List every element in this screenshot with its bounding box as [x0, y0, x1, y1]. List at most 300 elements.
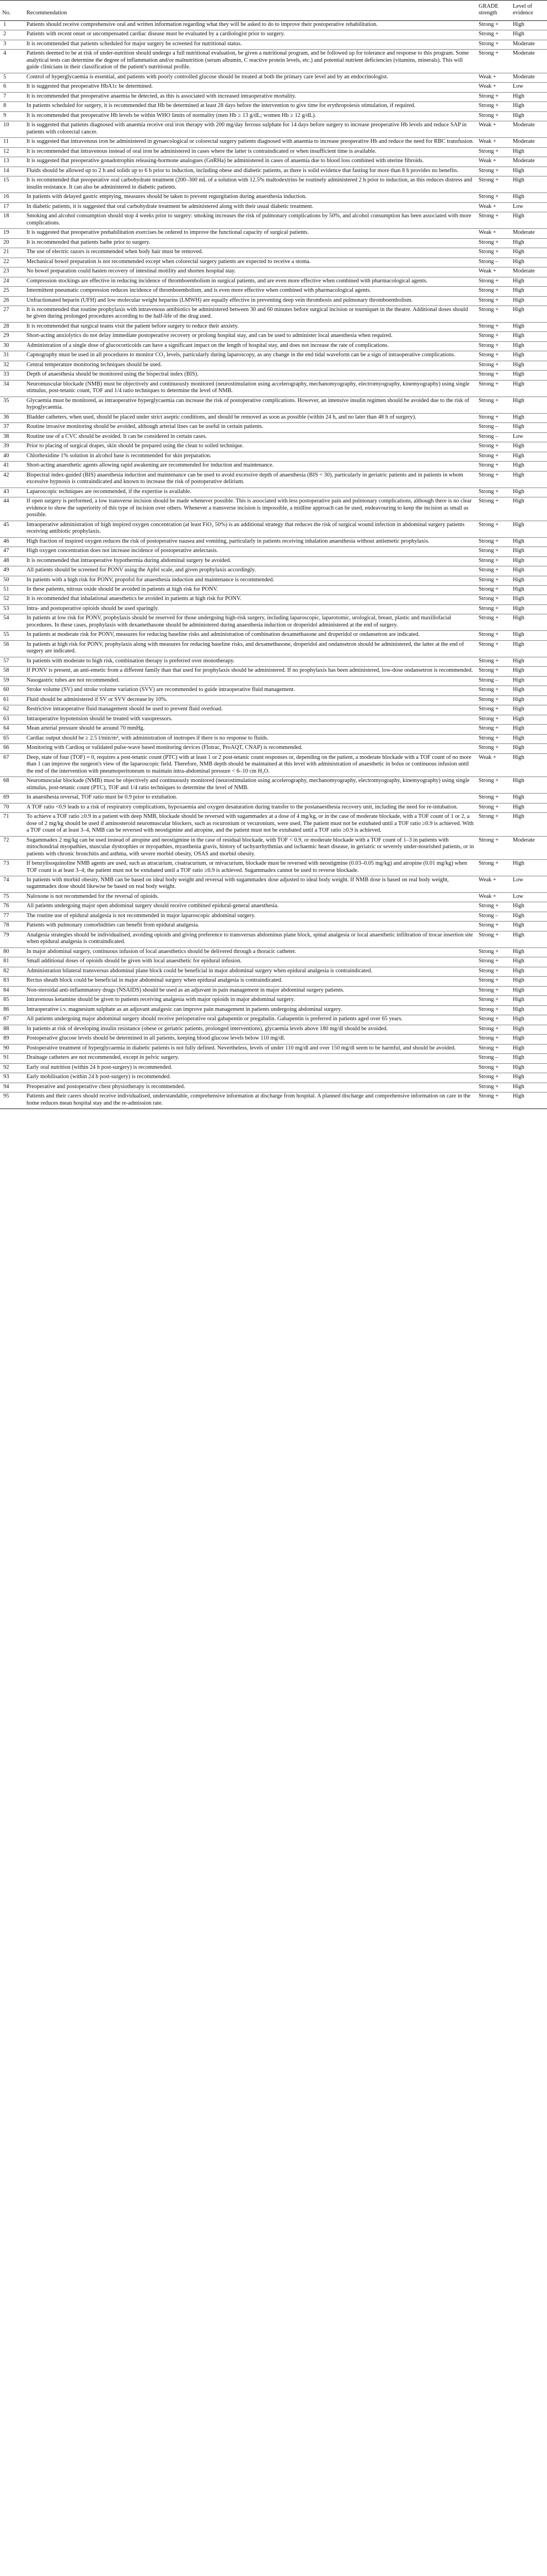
row-number: 17 — [0, 202, 24, 212]
recommendation-text: In major abdominal surgery, continuous infusion of local anaesthetics should be delivered through a thoracic catheter. — [24, 947, 476, 957]
level-of-evidence: High — [511, 1092, 547, 1109]
recommendation-text: Routine invasive monitoring should be avoided, although arterial lines can be useful in certain patients. — [24, 423, 476, 432]
recommendation-text: Restrictive intraoperative fluid management should be used to prevent fluid overload. — [24, 705, 476, 715]
table-row — [0, 267, 547, 277]
grade-strength: Strong + — [476, 40, 511, 49]
recommendation-text: Intraoperative hypotension should be treated with vasopressors. — [24, 715, 476, 724]
table-row — [0, 1054, 547, 1063]
header-recommendation: Recommendation — [24, 1, 476, 21]
level-of-evidence: High — [511, 556, 547, 566]
level-of-evidence: High — [511, 30, 547, 40]
grade-strength: Strong + — [476, 586, 511, 595]
grade-strength: Strong + — [476, 1063, 511, 1073]
level-of-evidence: High — [511, 957, 547, 967]
row-number: 87 — [0, 1015, 24, 1025]
row-number: 64 — [0, 725, 24, 734]
grade-strength: Strong + — [476, 277, 511, 286]
grade-strength: Weak + — [476, 83, 511, 92]
row-number: 5 — [0, 73, 24, 82]
table-row — [0, 537, 547, 547]
recommendation-text: Fluid should be administered if SV or SVV decrease by 10%. — [24, 695, 476, 705]
row-number: 93 — [0, 1073, 24, 1083]
level-of-evidence: High — [511, 442, 547, 452]
grade-strength: Strong + — [476, 1044, 511, 1053]
table-row — [0, 986, 547, 995]
level-of-evidence: Moderate — [511, 836, 547, 859]
recommendation-text: Smoking and alcohol consumption should stop 4 weeks prior to surgery: smoking increases the risk of pulmonary complications by 50%, and alcohol consumption has been associated with more complications. — [24, 212, 476, 229]
level-of-evidence: High — [511, 676, 547, 685]
grade-strength: Strong + — [476, 631, 511, 640]
row-number: 29 — [0, 332, 24, 341]
level-of-evidence: High — [511, 667, 547, 676]
row-number: 9 — [0, 111, 24, 121]
table-row — [0, 902, 547, 912]
table-row — [0, 1035, 547, 1044]
recommendation-text: It is recommended that patients bathe prior to surgery. — [24, 238, 476, 248]
recommendation-text: Mean arterial pressure should be around 70 mmHg. — [24, 725, 476, 734]
table-row — [0, 686, 547, 695]
row-number: 77 — [0, 912, 24, 921]
table-row — [0, 147, 547, 157]
recommendation-text: All patients undergoing major abdominal surgery should receive perioperative oral gabapentin or pregabalin. Gabapentin is preferred in patients aged over 65 years. — [24, 1015, 476, 1025]
level-of-evidence: High — [511, 986, 547, 995]
row-number: 32 — [0, 361, 24, 370]
grade-strength: Strong + — [476, 537, 511, 547]
table-row — [0, 631, 547, 640]
header-no: No. — [0, 1, 24, 21]
recommendation-text: A TOF ratio <0.9 leads to a risk of respiratory complications, hypoxaemia and oxygen desaturation during transfer to the postanaesthesia recovery unit, including the need for re-intubation. — [24, 803, 476, 812]
grade-strength: Strong + — [476, 452, 511, 461]
grade-strength: Strong + — [476, 413, 511, 422]
row-number: 36 — [0, 413, 24, 422]
row-number: 89 — [0, 1035, 24, 1044]
recommendation-text: In patients with a high risk for PONV, propofol for anaesthesia induction and maintenance is recommended. — [24, 576, 476, 585]
grade-strength: Strong + — [476, 111, 511, 121]
level-of-evidence: High — [511, 614, 547, 631]
recommendation-text: Drainage catheters are not recommended, except in pelvic surgery. — [24, 1054, 476, 1063]
recommendation-text: Administration bilateral transversus abdominal plane block could be beneficial in major abdominal surgery when epidural analgesia is contraindicated. — [24, 967, 476, 976]
row-number: 52 — [0, 595, 24, 604]
recommendation-text: Neuromuscular blockade (NMB) must be objectively and continuously monitored (neurostimulation using accelerography, mechanomyography, electromyography, kinemyography) using single stimulus, post-tetanic count, TOF and 1/4 ratio techniques to determine the level of NMB. — [24, 380, 476, 397]
row-number: 57 — [0, 657, 24, 666]
recommendation-text: It is recommended that intraoperative hypothermia during abdominal surgery be avoided. — [24, 556, 476, 566]
recommendation-text: Laparoscopic techniques are recommended, if the expertise is available. — [24, 488, 476, 497]
row-number: 1 — [0, 20, 24, 30]
level-of-evidence: High — [511, 238, 547, 248]
recommendations-table — [0, 0, 547, 1109]
row-number: 53 — [0, 604, 24, 614]
row-number: 86 — [0, 1005, 24, 1015]
grade-strength: Strong + — [476, 488, 511, 497]
grade-strength: Strong + — [476, 296, 511, 306]
grade-strength: Strong + — [476, 20, 511, 30]
row-number: 80 — [0, 947, 24, 957]
table-row — [0, 176, 547, 193]
table-row — [0, 657, 547, 666]
table-row — [0, 566, 547, 576]
grade-strength: Weak + — [476, 138, 511, 147]
recommendation-text: It is recommended that intravenous instead of oral iron be administered in cases where the latter is contraindicated or when insufficient time is available. — [24, 147, 476, 157]
row-number: 16 — [0, 193, 24, 202]
level-of-evidence: High — [511, 1054, 547, 1063]
level-of-evidence: Low — [511, 83, 547, 92]
recommendation-text: Early oral nutrition (within 24 h post-surgery) is recommended. — [24, 1063, 476, 1073]
table-row — [0, 595, 547, 604]
row-number: 26 — [0, 296, 24, 306]
table-row — [0, 258, 547, 267]
level-of-evidence: High — [511, 586, 547, 595]
grade-strength: Strong + — [476, 397, 511, 413]
level-of-evidence: High — [511, 705, 547, 715]
row-number: 67 — [0, 753, 24, 776]
level-of-evidence: High — [511, 1025, 547, 1034]
grade-strength: Strong + — [476, 836, 511, 859]
grade-strength: Strong + — [476, 744, 511, 753]
row-number: 66 — [0, 744, 24, 753]
row-number: 83 — [0, 977, 24, 986]
level-of-evidence: High — [511, 147, 547, 157]
table-row — [0, 803, 547, 812]
row-number: 7 — [0, 92, 24, 101]
grade-strength: Strong – — [476, 432, 511, 442]
grade-strength: Strong + — [476, 521, 511, 537]
row-number: 60 — [0, 686, 24, 695]
recommendation-text: Control of hyperglycaemia is essential, and patients with poorly controlled glucose should be treated at both the primary care level and by an endocrinologist. — [24, 73, 476, 82]
recommendation-text: If benzylisoquinoline NMB agents are used, such as atracurium, cisatracurium, or mivacurium, blockade must be reversed with neostigmine (0.03–0.05 mg/kg) and atropine (0.01 mg/kg) when TOF count is at least 3–4; the patient must not be extubated until a TOF ratio ≥0.9 is achieved. Sugammadex cannot be used to reverse blockade. — [24, 860, 476, 876]
grade-strength: Weak + — [476, 892, 511, 902]
table-row — [0, 836, 547, 859]
grade-strength: Strong + — [476, 686, 511, 695]
recommendation-text: Fluids should be allowed up to 2 h and solids up to 6 h prior to induction, including obese and diabetic patients, as there is solid evidence that fasting for more than 8 h provides no benefits. — [24, 167, 476, 176]
recommendation-text: Patients with pulmonary comorbidities can benefit from epidural analgesia. — [24, 922, 476, 931]
header-grade-strength: GRADE strength — [476, 1, 511, 21]
grade-strength: Strong + — [476, 967, 511, 976]
table-row — [0, 521, 547, 537]
row-number: 88 — [0, 1025, 24, 1034]
grade-strength: Strong + — [476, 147, 511, 157]
table-row — [0, 1015, 547, 1025]
level-of-evidence: High — [511, 176, 547, 193]
level-of-evidence: High — [511, 547, 547, 556]
level-of-evidence: High — [511, 686, 547, 695]
table-row — [0, 1044, 547, 1053]
row-number: 31 — [0, 351, 24, 361]
table-row — [0, 488, 547, 497]
row-number: 22 — [0, 258, 24, 267]
row-number: 95 — [0, 1092, 24, 1109]
recommendation-text: High oxygen concentration does not increase incidence of postoperative atelectasis. — [24, 547, 476, 556]
recommendation-text: In anaesthesia reversal, TOF ratio must be 0.9 prior to extubation. — [24, 794, 476, 803]
table-row — [0, 556, 547, 566]
level-of-evidence: High — [511, 860, 547, 876]
grade-strength: Strong + — [476, 193, 511, 202]
level-of-evidence: High — [511, 977, 547, 986]
table-row — [0, 341, 547, 351]
table-row — [0, 957, 547, 967]
level-of-evidence: High — [511, 1063, 547, 1073]
grade-strength: Strong + — [476, 566, 511, 576]
table-row — [0, 121, 547, 138]
recommendation-text: In patients with moderate to high risk, combination therapy is preferred over monotherapy. — [24, 657, 476, 666]
level-of-evidence: High — [511, 497, 547, 521]
level-of-evidence: High — [511, 753, 547, 776]
grade-strength: Strong + — [476, 50, 511, 73]
recommendation-text: It is recommended that preoperative anaemia be detected, as this is associated with increased intraoperative mortality. — [24, 92, 476, 101]
recommendation-text: Preoperative and postoperative chest physiotherapy is recommended. — [24, 1083, 476, 1092]
row-number: 82 — [0, 967, 24, 976]
table-row — [0, 753, 547, 776]
recommendation-text: Intra- and postoperative opioids should be used sparingly. — [24, 604, 476, 614]
row-number: 42 — [0, 471, 24, 488]
recommendation-text: It is recommended that routine prophylaxis with intravenous antibiotics be administered between 30 and 60 minutes before surgical incision or tourniquet in the theatre. Additional doses should be given during prolonged procedures according to the half-life of the drug used. — [24, 306, 476, 322]
recommendation-text: Capnography must be used in all procedures to monitor CO₂ levels, particularly during laparoscopy, as any change in the end tidal waveform can be a sign of intraoperative complications. — [24, 351, 476, 361]
recommendation-text: It is recommended that preoperative oral carbohydrate treatment (200–300 mL of a solution with 12.5% maltodextrins be routinely administered 2 h prior to induction, as this reduces distress and insulin resistance. It can also be administered in diabetic patients. — [24, 176, 476, 193]
table-row — [0, 287, 547, 296]
table-row — [0, 238, 547, 248]
table-row — [0, 322, 547, 331]
recommendation-text: Postoperative glucose levels should be determined in all patients, keeping blood glucose levels below 110 mg/dl. — [24, 1035, 476, 1044]
level-of-evidence: High — [511, 1083, 547, 1092]
table-row — [0, 423, 547, 432]
level-of-evidence: High — [511, 397, 547, 413]
level-of-evidence: High — [511, 803, 547, 812]
row-number: 61 — [0, 695, 24, 705]
grade-strength: Strong + — [476, 287, 511, 296]
table-row — [0, 248, 547, 258]
grade-strength: Strong + — [476, 667, 511, 676]
table-row — [0, 83, 547, 92]
recommendation-text: It is recommended that patients scheduled for major surgery be screened for nutritional status. — [24, 40, 476, 49]
grade-strength: Strong + — [476, 212, 511, 229]
level-of-evidence: High — [511, 322, 547, 331]
row-number: 71 — [0, 813, 24, 836]
table-row — [0, 212, 547, 229]
row-number: 62 — [0, 705, 24, 715]
grade-strength: Strong + — [476, 497, 511, 521]
row-number: 18 — [0, 212, 24, 229]
table-row — [0, 912, 547, 921]
recommendation-text: Rectus sheath block could be beneficial in major abdominal surgery when epidural analgesia is contraindicated. — [24, 977, 476, 986]
recommendation-text: It is suggested that preoperative HbA1c be determined. — [24, 83, 476, 92]
recommendation-text: Chlorhexidine 1% solution in alcohol base is recommended for skin preparation. — [24, 452, 476, 461]
level-of-evidence: High — [511, 413, 547, 422]
recommendation-text: All patients undergoing major open abdominal surgery should receive combined epidural-general anaesthesia. — [24, 902, 476, 912]
row-number: 13 — [0, 157, 24, 167]
table-row — [0, 777, 547, 794]
table-row — [0, 614, 547, 631]
table-row — [0, 876, 547, 892]
row-number: 8 — [0, 102, 24, 111]
grade-strength: Weak + — [476, 229, 511, 238]
table-row — [0, 111, 547, 121]
level-of-evidence: High — [511, 277, 547, 286]
level-of-evidence: Moderate — [511, 121, 547, 138]
grade-strength: Strong + — [476, 1025, 511, 1034]
row-number: 35 — [0, 397, 24, 413]
grade-strength: Weak + — [476, 121, 511, 138]
table-row — [0, 497, 547, 521]
grade-strength: Strong + — [476, 725, 511, 734]
grade-strength: Weak + — [476, 202, 511, 212]
table-row — [0, 1092, 547, 1109]
row-number: 58 — [0, 667, 24, 676]
row-number: 25 — [0, 287, 24, 296]
recommendation-text: Short-acting anaesthetic agents allowing rapid awakening are recommended for induction and maintenance. — [24, 462, 476, 471]
recommendation-text: It is suggested that patients diagnosed with anaemia receive oral iron therapy with 200 mg/day ferrous sulphate for 14 days before surgery to increase preoperative Hb levels and reduce SAP in patients with colorectal cancer. — [24, 121, 476, 138]
recommendation-text: Small additional doses of opioids should be given with local anaesthetic for epidural infusion. — [24, 957, 476, 967]
recommendation-text: Mechanical bowel preparation is not recommended except when colorectal surgery patients are expected to receive a stoma. — [24, 258, 476, 267]
row-number: 10 — [0, 121, 24, 138]
level-of-evidence: High — [511, 287, 547, 296]
grade-strength: Strong + — [476, 777, 511, 794]
level-of-evidence: High — [511, 744, 547, 753]
row-number: 12 — [0, 147, 24, 157]
level-of-evidence: High — [511, 1035, 547, 1044]
table-row — [0, 202, 547, 212]
level-of-evidence: High — [511, 488, 547, 497]
recommendation-text: Central temperature monitoring techniques should be used. — [24, 361, 476, 370]
row-number: 14 — [0, 167, 24, 176]
grade-strength: Strong + — [476, 813, 511, 836]
table-row — [0, 471, 547, 488]
table-row — [0, 705, 547, 715]
table-row — [0, 157, 547, 167]
row-number: 27 — [0, 306, 24, 322]
row-number: 20 — [0, 238, 24, 248]
level-of-evidence: Moderate — [511, 138, 547, 147]
table-body — [0, 20, 547, 1108]
level-of-evidence: High — [511, 604, 547, 614]
row-number: 91 — [0, 1054, 24, 1063]
table-row — [0, 167, 547, 176]
level-of-evidence: High — [511, 967, 547, 976]
table-row — [0, 931, 547, 947]
grade-strength: Strong + — [476, 556, 511, 566]
level-of-evidence: Moderate — [511, 73, 547, 82]
row-number: 3 — [0, 40, 24, 49]
recommendation-text: In patients with morbid obesity, NMB can be based on ideal body weight and reversal with sugammadex dose adjusted to ideal body weight. If NMB dose is based on real body weight, sugammadex dose should likewise be based on real body weight. — [24, 876, 476, 892]
recommendation-text: In patients at high risk for PONV, prophylaxis along with measures for reducing baseline risks, and dexamethasone, droperidol and ondansetron should be administered, the latter at the end of surgery are indicated. — [24, 640, 476, 657]
grade-strength: Strong + — [476, 715, 511, 724]
row-number: 28 — [0, 322, 24, 331]
recommendation-text: In these patients, nitrous oxide should be avoided in patients at high risk for PONV. — [24, 586, 476, 595]
grade-strength: Strong + — [476, 1083, 511, 1092]
level-of-evidence: Low — [511, 876, 547, 892]
level-of-evidence: High — [511, 1073, 547, 1083]
grade-strength: Strong + — [476, 471, 511, 488]
grade-strength: Strong + — [476, 371, 511, 380]
table-row — [0, 1073, 547, 1083]
row-number: 47 — [0, 547, 24, 556]
grade-strength: Weak + — [476, 267, 511, 277]
level-of-evidence: High — [511, 537, 547, 547]
recommendation-text: If PONV is present, an anti-emetic from a different family than that used for prophylaxis should be administered. If no prophylaxis has been administered, low-dose ondansetron is recommended. — [24, 667, 476, 676]
recommendation-text: Non-steroidal anti-inflammatory drugs (NSAIDS) should be used as an adjuvant in pain management in major abdominal surgery patients. — [24, 986, 476, 995]
table-row — [0, 640, 547, 657]
row-number: 65 — [0, 734, 24, 743]
table-row — [0, 92, 547, 101]
table-row — [0, 676, 547, 685]
grade-strength: Strong + — [476, 576, 511, 585]
table-row — [0, 30, 547, 40]
grade-strength: Strong + — [476, 604, 511, 614]
table-row — [0, 442, 547, 452]
table-row — [0, 73, 547, 82]
grade-strength: Strong + — [476, 657, 511, 666]
recommendation-text: Intraoperative i.v. magnesium sulphate as an adjuvant analgesic can improve pain management in patients undergoing abdominal surgery. — [24, 1005, 476, 1015]
level-of-evidence: High — [511, 332, 547, 341]
grade-strength: Strong – — [476, 676, 511, 685]
recommendation-text: In patients at low risk for PONV, prophylaxis should be reserved for those undergoing high-risk surgery, including laparoscopic, laparotomic, urological, breast, plastic and maxillofacial procedures. In these cases, prophylaxis with dexamethasone should be administered during anaesthesia induction or droperidol administered at the end of surgery. — [24, 614, 476, 631]
recommendation-text: In diabetic patients, it is suggested that oral carbohydrate treatment be administered along with their usual diabetic treatment. — [24, 202, 476, 212]
table-row — [0, 860, 547, 876]
recommendation-text: The routine use of epidural analgesia is not recommended in major laparoscopic abdominal surgery. — [24, 912, 476, 921]
row-number: 4 — [0, 50, 24, 73]
row-number: 73 — [0, 860, 24, 876]
row-number: 48 — [0, 556, 24, 566]
row-number: 72 — [0, 836, 24, 859]
row-number: 90 — [0, 1044, 24, 1053]
level-of-evidence: High — [511, 734, 547, 743]
recommendation-text: Compression stockings are effective in reducing incidence of thromboembolism in surgical patients, and are even more effective when combined with pharmacological agents. — [24, 277, 476, 286]
grade-strength: Strong + — [476, 351, 511, 361]
row-number: 39 — [0, 442, 24, 452]
level-of-evidence: High — [511, 471, 547, 488]
table-row — [0, 695, 547, 705]
recommendation-text: In patients with delayed gastric emptying, measures should be taken to prevent regurgitation during anaesthesia induction. — [24, 193, 476, 202]
grade-strength: Strong + — [476, 462, 511, 471]
recommendation-text: In patients scheduled for surgery, it is recommended that Hb be determined at least 28 days before the intervention to give time for erythropoiesis stimulation, if required. — [24, 102, 476, 111]
table-row — [0, 50, 547, 73]
level-of-evidence: High — [511, 351, 547, 361]
level-of-evidence: High — [511, 1005, 547, 1015]
recommendation-text: Intravenous ketamine should be given to patients receiving analgesia with major opioids in major abdominal surgery. — [24, 996, 476, 1005]
level-of-evidence: High — [511, 167, 547, 176]
level-of-evidence: High — [511, 521, 547, 537]
grade-strength: Strong + — [476, 322, 511, 331]
level-of-evidence: High — [511, 996, 547, 1005]
level-of-evidence: High — [511, 777, 547, 794]
level-of-evidence: High — [511, 258, 547, 267]
recommendation-text: It is suggested that intravenous iron be administered in gynaecological or colorectal surgery patients diagnosed with anaemia to increase preoperative Hb and reduce the need for RBC transfusion. — [24, 138, 476, 147]
table-row — [0, 432, 547, 442]
row-number: 74 — [0, 876, 24, 892]
grade-strength: Weak + — [476, 876, 511, 892]
level-of-evidence: Moderate — [511, 40, 547, 49]
level-of-evidence: High — [511, 212, 547, 229]
grade-strength: Strong + — [476, 947, 511, 957]
recommendation-text: Nasogastric tubes are not recommended. — [24, 676, 476, 685]
grade-strength: Strong + — [476, 30, 511, 40]
row-number: 44 — [0, 497, 24, 521]
table-row — [0, 277, 547, 286]
grade-strength: Strong + — [476, 341, 511, 351]
recommendation-text: Routine use of a CVC should be avoided. It can be considered in certain cases. — [24, 432, 476, 442]
row-number: 68 — [0, 777, 24, 794]
table-row — [0, 1005, 547, 1015]
level-of-evidence: High — [511, 423, 547, 432]
recommendation-text: Stroke volume (SV) and stroke volume variation (SVV) are recommended to guide intraoperative fluid management. — [24, 686, 476, 695]
row-number: 84 — [0, 986, 24, 995]
level-of-evidence: Low — [511, 432, 547, 442]
row-number: 49 — [0, 566, 24, 576]
level-of-evidence: Moderate — [511, 50, 547, 73]
row-number: 75 — [0, 892, 24, 902]
level-of-evidence: High — [511, 102, 547, 111]
recommendation-text: It is suggested that preoperative gonadotrophin releasing-hormone analogues (GnRHa) be administered in cases of anaemia due to blood loss combined with uterine fibroids. — [24, 157, 476, 167]
grade-strength: Strong + — [476, 794, 511, 803]
grade-strength: Strong + — [476, 640, 511, 657]
